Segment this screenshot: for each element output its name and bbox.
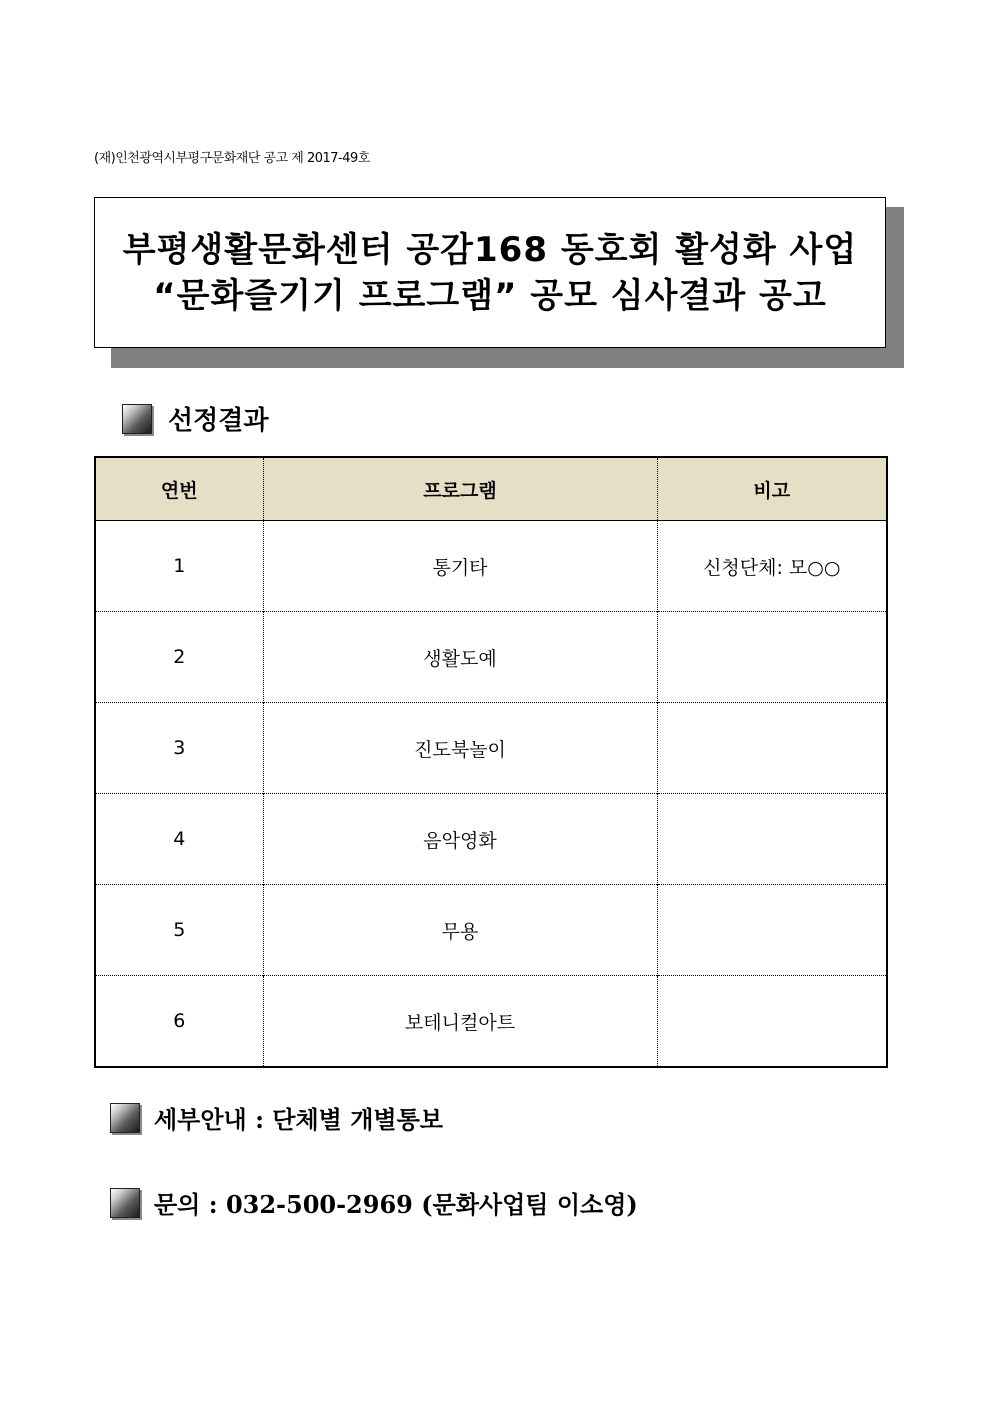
section-selection-results: [122, 400, 268, 437]
cell-no: 6: [95, 976, 263, 1068]
table-header-row: [95, 457, 887, 521]
table-row: [95, 976, 887, 1068]
title-line-2: “문화즐기기 프로그램” 공모 심사결과 공고: [153, 275, 827, 316]
section-contact: [110, 1185, 638, 1220]
header-no: 연번: [95, 457, 263, 521]
section-label: 문의 : 032-500-2969 (문화사업팀 이소영): [154, 1190, 638, 1219]
section-details: [110, 1100, 443, 1135]
title-box: [94, 197, 886, 348]
square-bullet-icon: [110, 1188, 140, 1218]
square-bullet-icon: [110, 1103, 140, 1133]
table-row: [95, 612, 887, 703]
cell-program: 음악영화: [263, 794, 657, 885]
header-program: 프로그램: [263, 457, 657, 521]
cell-program: 진도북놀이: [263, 703, 657, 794]
table-row: [95, 703, 887, 794]
section-label: 선정결과: [168, 406, 269, 436]
notice-number: (재)인천광역시부평구문화재단 공고 제 2017-49호: [94, 151, 370, 166]
table-row: [95, 885, 887, 976]
cell-note: [657, 976, 887, 1068]
cell-no: 1: [95, 521, 263, 612]
cell-note: [657, 885, 887, 976]
cell-note: [657, 612, 887, 703]
cell-program: 생활도예: [263, 612, 657, 703]
cell-no: 4: [95, 794, 263, 885]
cell-note: [657, 794, 887, 885]
square-bullet-icon: [122, 404, 152, 434]
results-table: [94, 456, 888, 1068]
cell-program: 통기타: [263, 521, 657, 612]
table-row: [95, 521, 887, 612]
title-line-1: 부평생활문화센터 공감168 동호회 활성화 사업: [122, 229, 858, 270]
cell-no: 5: [95, 885, 263, 976]
table-row: [95, 794, 887, 885]
section-label: 세부안내 : 단체별 개별통보: [154, 1105, 443, 1134]
header-note: 비고: [657, 457, 887, 521]
cell-program: 보테니컬아트: [263, 976, 657, 1068]
cell-note: 신청단체: 모○○: [657, 521, 887, 612]
cell-no: 2: [95, 612, 263, 703]
cell-note: [657, 703, 887, 794]
cell-program: 무용: [263, 885, 657, 976]
cell-no: 3: [95, 703, 263, 794]
